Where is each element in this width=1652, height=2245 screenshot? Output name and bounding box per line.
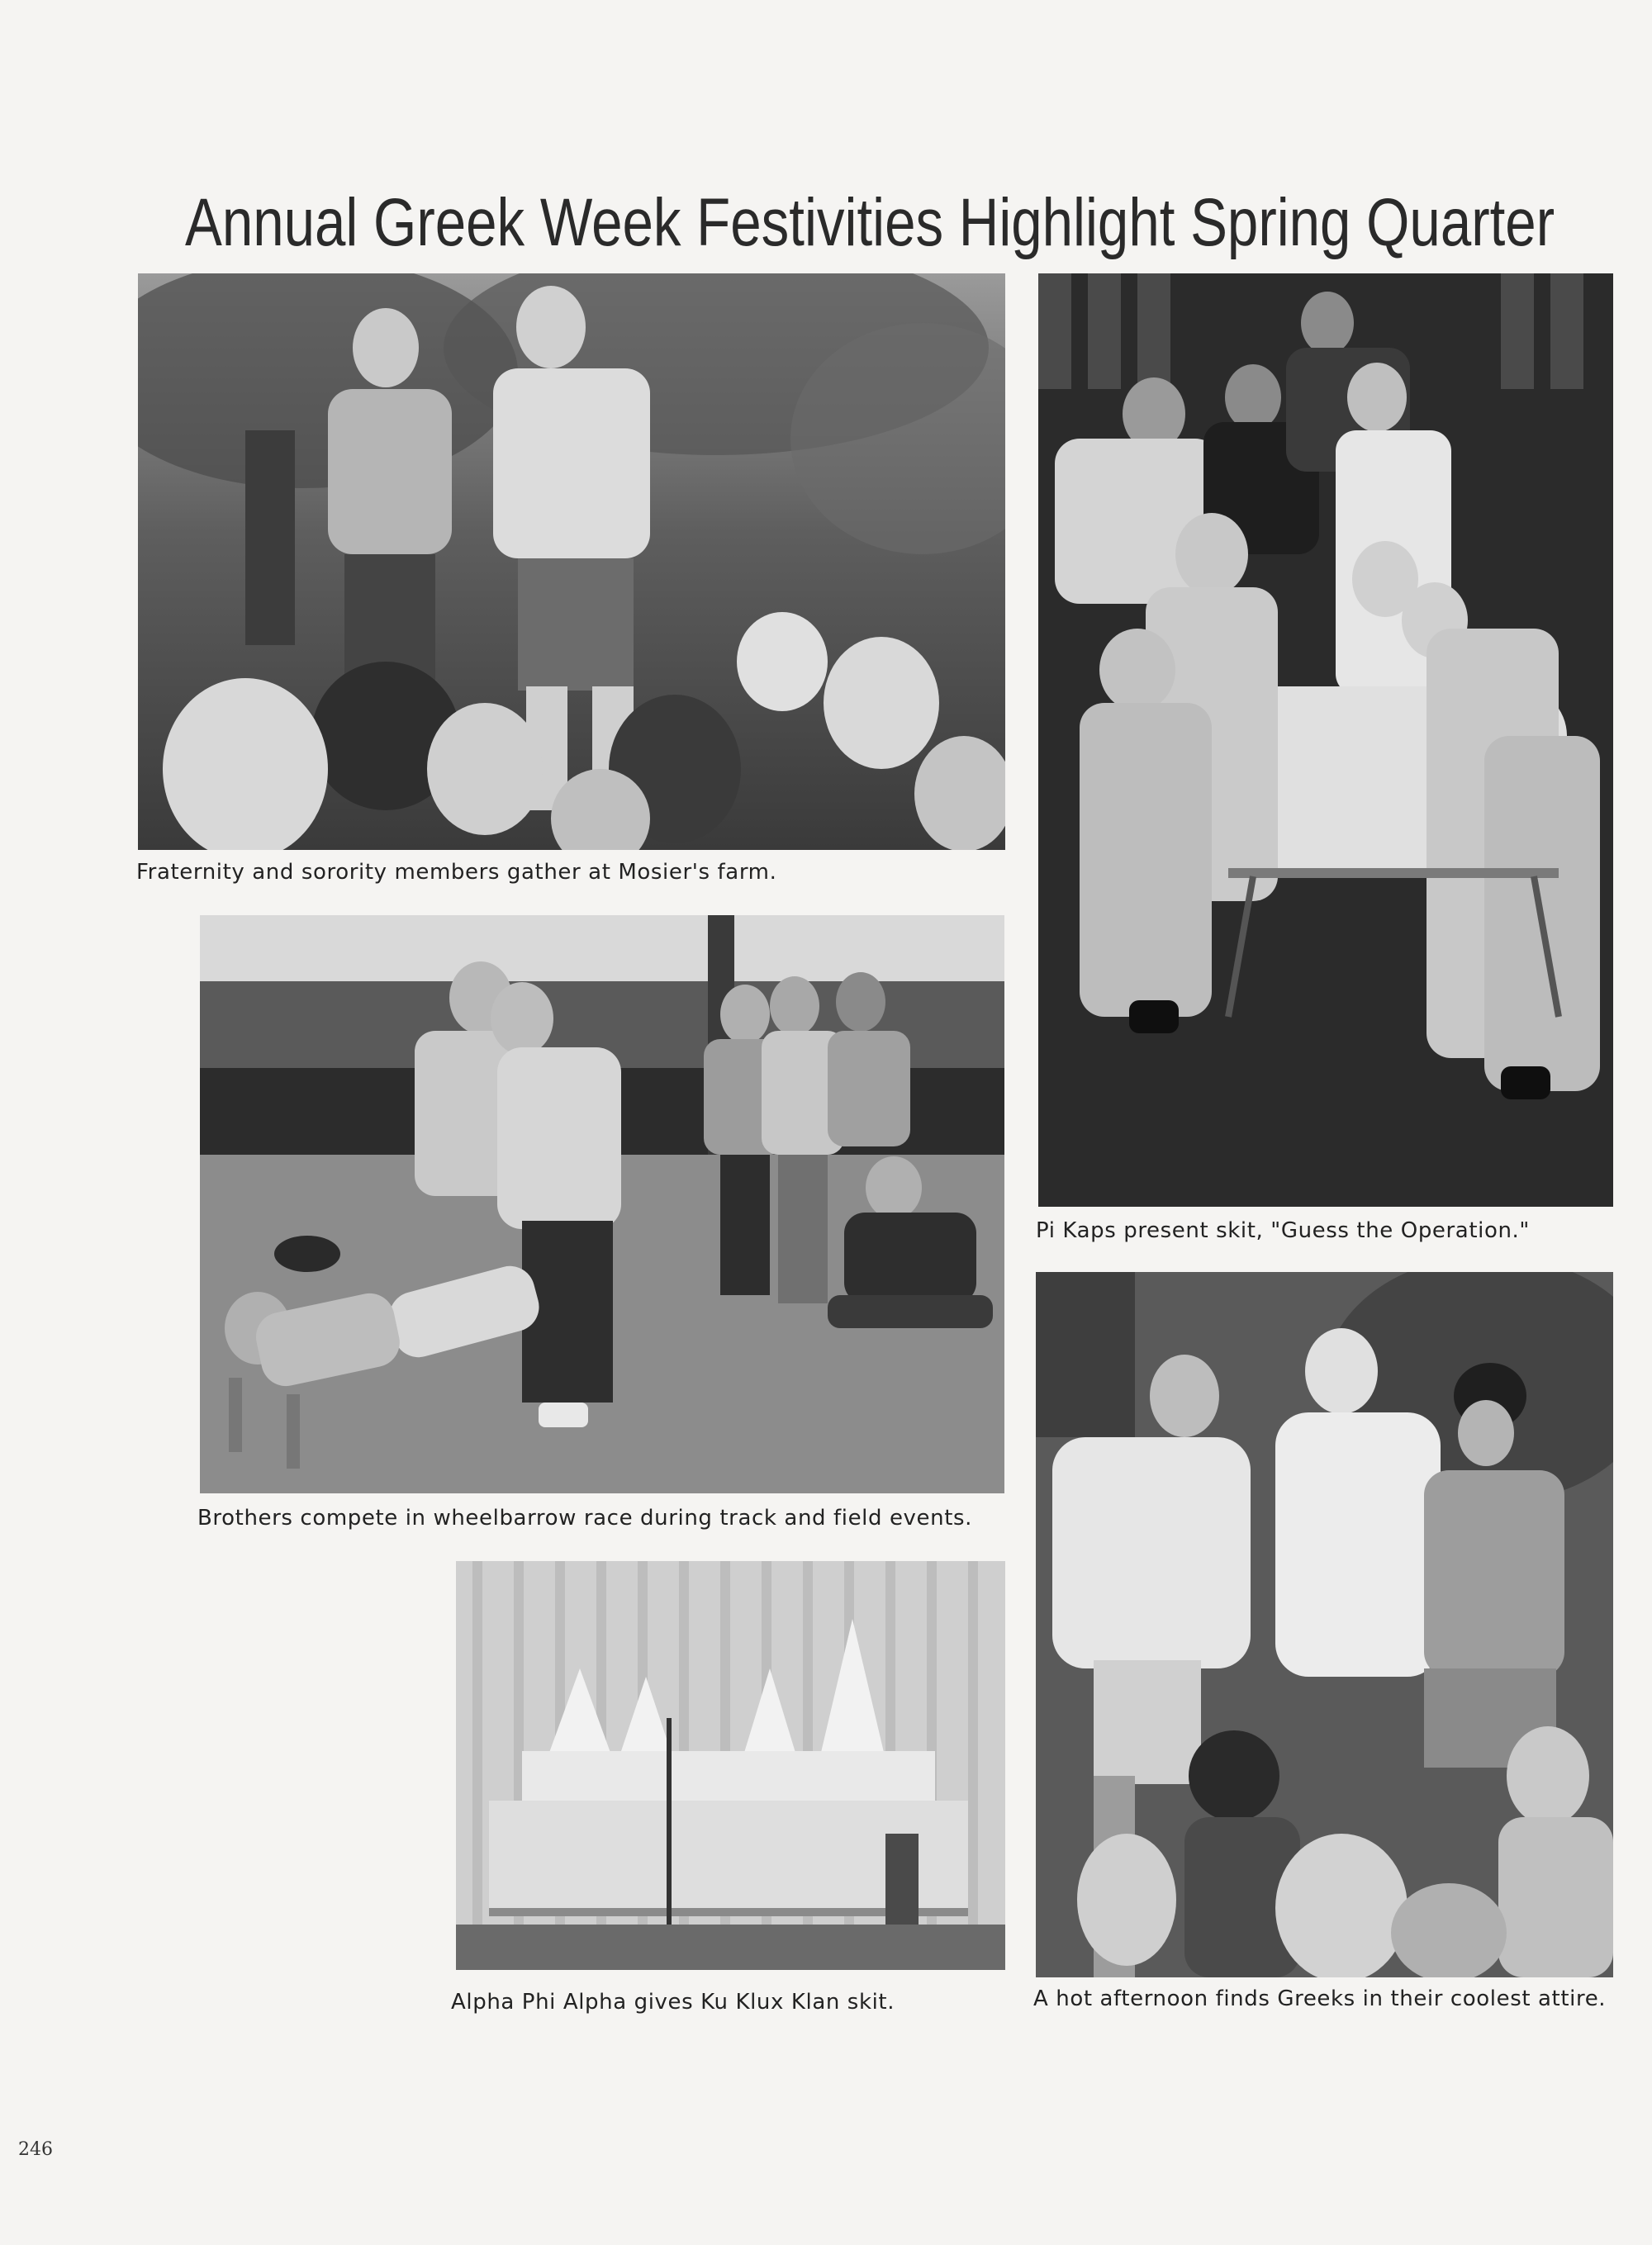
page-title: Annual Greek Week Festivities Highlight Spring Quarter: [185, 185, 1555, 260]
photo-wheelbarrow-race: [200, 915, 1004, 1493]
photo-hot-afternoon-image: [1036, 1272, 1613, 1977]
caption-farm-gathering: Fraternity and sorority members gather at Mosier's farm.: [136, 860, 777, 885]
photo-pi-kaps-skit: [1038, 273, 1613, 1207]
caption-wheelbarrow-race: Brothers compete in wheelbarrow race during track and field events.: [197, 1506, 973, 1531]
page-number: 246: [18, 2139, 53, 2160]
photo-wheelbarrow-race-image: [200, 915, 1004, 1493]
photo-pi-kaps-skit-image: [1038, 273, 1613, 1207]
photo-farm-gathering-image: [138, 273, 1005, 850]
photo-hot-afternoon: [1036, 1272, 1613, 1977]
caption-hot-afternoon: A hot afternoon finds Greeks in their coolest attire.: [1033, 1986, 1607, 2011]
caption-pi-kaps-skit: Pi Kaps present skit, "Guess the Operation.": [1036, 1218, 1530, 1243]
photo-alpha-phi-alpha-skit-image: [456, 1561, 1005, 1970]
caption-alpha-phi-alpha-skit: Alpha Phi Alpha gives Ku Klux Klan skit.: [451, 1990, 895, 2015]
photo-farm-gathering: [138, 273, 1005, 850]
photo-alpha-phi-alpha-skit: [456, 1561, 1005, 1970]
